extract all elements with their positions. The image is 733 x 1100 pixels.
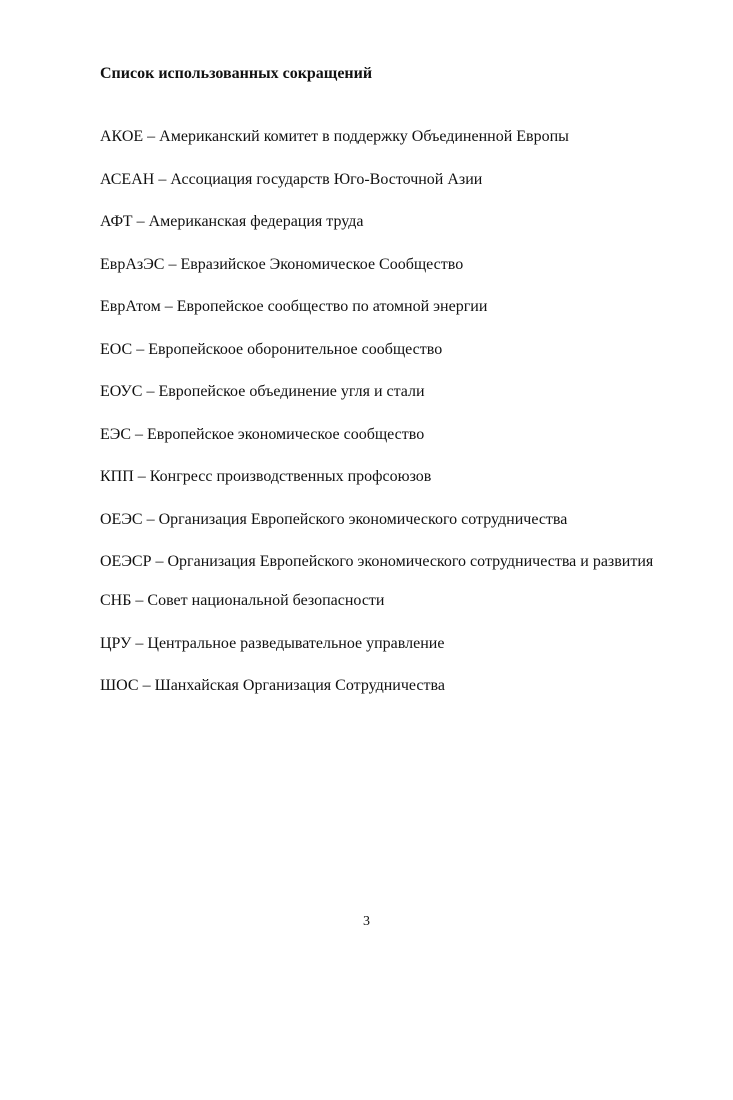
separator: – — [143, 128, 160, 145]
abbreviation: ЕЭС — [100, 425, 132, 443]
definition: Шанхайская Организация Сотрудничества — [154, 677, 445, 694]
list-item — [100, 466, 675, 487]
list-item — [100, 254, 675, 275]
separator: – — [142, 383, 159, 400]
separator: – — [142, 510, 159, 528]
definition: Центральное разведывательное управление — [147, 634, 445, 652]
list-item — [100, 339, 675, 360]
separator: – — [138, 677, 155, 694]
separator: – — [164, 255, 181, 273]
definition: Организация Европейского экономического сотрудничества и развития — [167, 553, 654, 570]
separator: – — [131, 592, 148, 609]
definition: Евразийское Экономическое Сообщество — [180, 255, 464, 273]
abbreviation: ЕОУС — [100, 383, 143, 400]
list-item — [100, 590, 675, 611]
definition: Конгресс производственных профсоюзов — [149, 468, 432, 485]
separator: – — [151, 553, 168, 570]
abbreviation: ОЕЭС — [100, 510, 143, 528]
list-item — [100, 381, 675, 402]
abbreviation: АСЕАН — [100, 170, 155, 188]
list-item — [100, 424, 675, 445]
list-item — [100, 675, 675, 696]
list-item — [100, 126, 675, 147]
definition: Американский комитет в поддержку Объединенной Европы — [159, 128, 569, 145]
list-item — [100, 547, 675, 577]
definition: Ассоциация государств Юго-Восточной Азии — [170, 170, 483, 188]
abbreviation: ОЕЭСР — [100, 553, 152, 570]
definition: Европейскоое оборонительное сообщество — [148, 340, 443, 358]
list-item — [100, 211, 675, 232]
abbreviation: ЕврАзЭС — [100, 255, 165, 273]
page-number: 3 — [363, 914, 370, 929]
separator: – — [132, 213, 149, 230]
separator: – — [131, 634, 148, 652]
list-item — [100, 169, 675, 190]
definition: Американская федерация труда — [148, 213, 364, 230]
abbreviation: СНБ — [100, 592, 132, 609]
definition: Совет национальной безопасности — [147, 592, 385, 609]
abbreviation: ЦРУ — [100, 634, 132, 652]
abbreviation: АКОЕ — [100, 128, 144, 145]
separator: – — [160, 298, 177, 315]
definition: Европейское экономическое сообщество — [147, 425, 425, 443]
definition: Организация Европейского экономического сотрудничества — [158, 510, 568, 528]
separator: – — [131, 425, 148, 443]
abbreviation: ШОС — [100, 677, 139, 694]
separator: – — [133, 468, 150, 485]
separator: – — [132, 340, 149, 358]
abbreviation-list — [100, 126, 675, 718]
abbreviation: ЕОС — [100, 340, 133, 358]
page-title: Список использованных сокращений — [100, 65, 373, 82]
abbreviation: АФТ — [100, 213, 133, 230]
abbreviation: ЕврАтом — [100, 298, 161, 315]
definition: Европейское сообщество по атомной энергии — [176, 298, 488, 315]
list-item — [100, 509, 675, 530]
separator: – — [154, 170, 171, 188]
list-item — [100, 296, 675, 317]
definition: Европейское объединение угля и стали — [158, 383, 425, 400]
list-item — [100, 633, 675, 654]
abbreviation: КПП — [100, 468, 134, 485]
